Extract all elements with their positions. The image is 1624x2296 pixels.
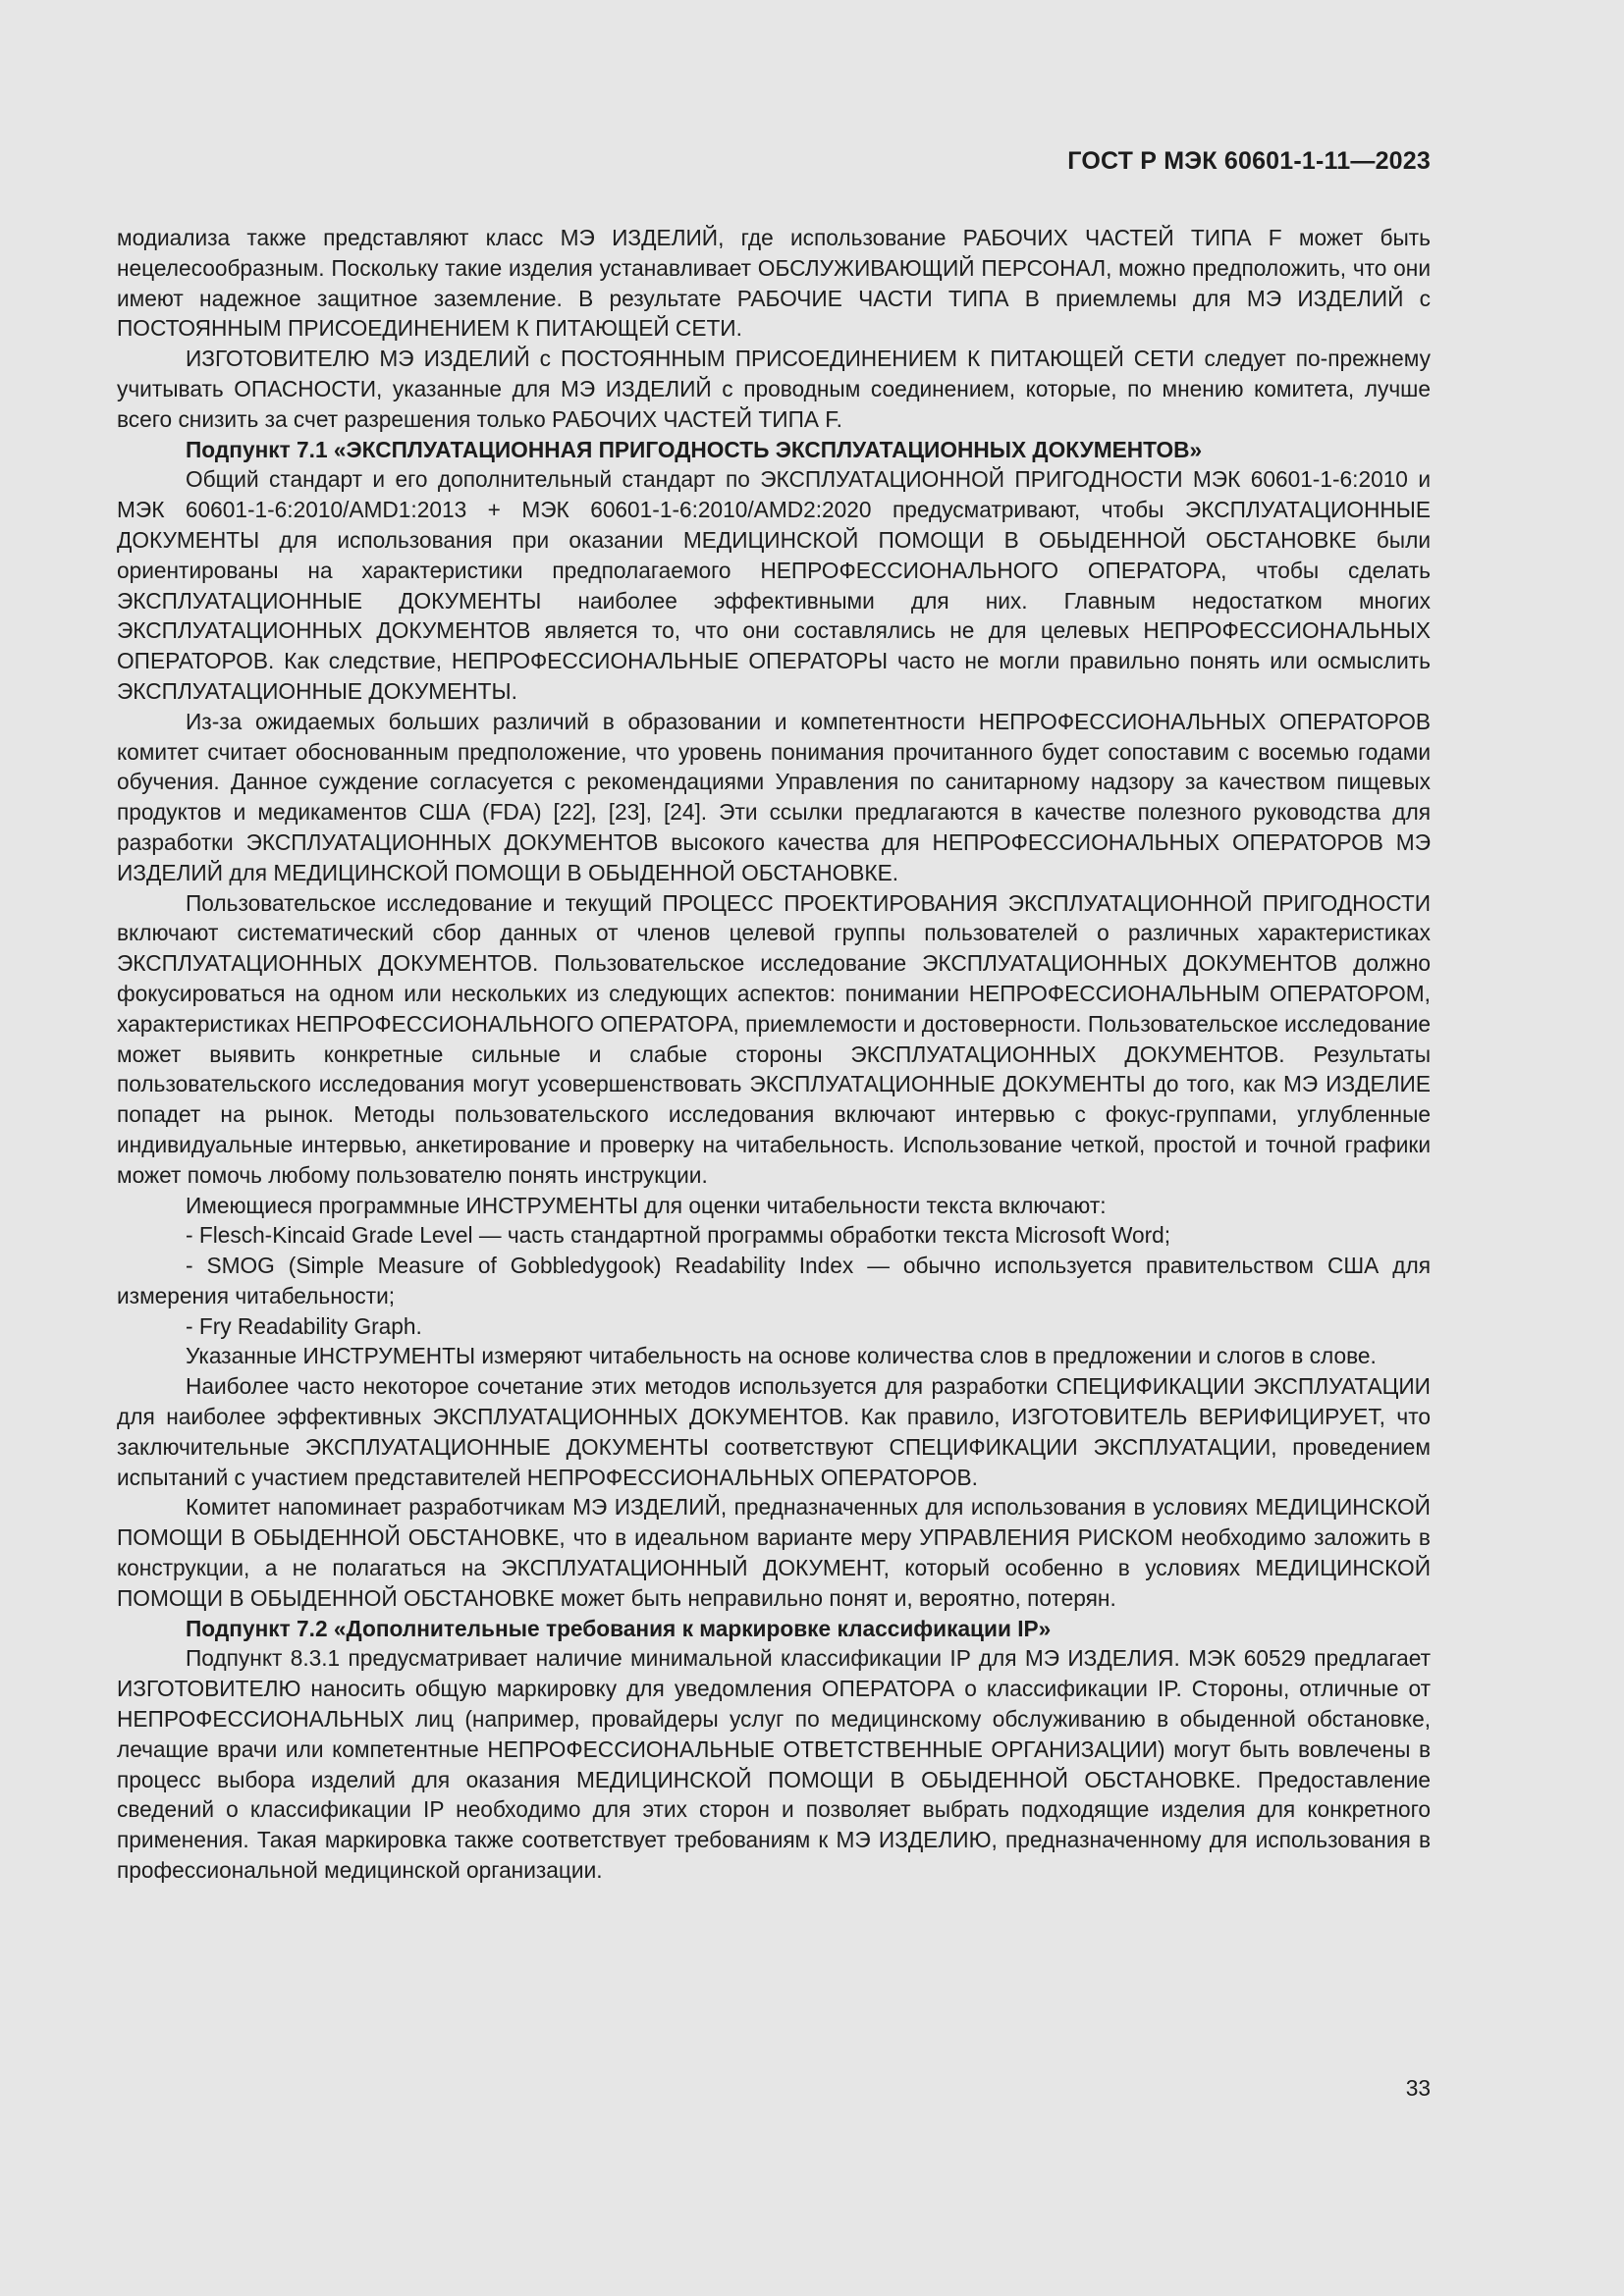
section-heading: Подпункт 7.1 «ЭКСПЛУАТАЦИОННАЯ ПРИГОДНОСТЬ ЭКСПЛУАТАЦИОННЫХ ДОКУМЕНТОВ» [186, 436, 1203, 462]
section-heading: Подпункт 7.2 «Дополнительные требования к маркировке классификации IP» [186, 1615, 1052, 1641]
paragraph: Наиболее часто некоторое сочетание этих методов используется для разработки СПЕЦИФИКАЦИИ ЭКСПЛУАТАЦИИ для наиболее эффективных ЭКСПЛУАТАЦИОННЫХ ДОКУМЕНТОВ. Как правило, ИЗГОТОВИТЕЛЬ ВЕРИФИЦИРУЕТ, что заключительные ЭКСПЛУАТАЦИОННЫЕ ДОКУМЕНТЫ соответствуют СПЕЦИФИКАЦИИ ЭКСПЛУАТАЦИИ, проведением испытаний с участием представителей НЕПРОФЕССИОНАЛЬНЫХ ОПЕРАТОРОВ. [117, 1373, 1431, 1490]
paragraph: Комитет напоминает разработчикам МЭ ИЗДЕЛИЙ, предназначенных для использования в условиях МЕДИЦИНСКОЙ ПОМОЩИ В ОБЫДЕННОЙ ОБСТАНОВКЕ, что в идеальном варианте меру УПРАВЛЕНИЯ РИСКОМ необходимо заложить в конструкции, а не полагаться на ЭКСПЛУАТАЦИОННЫЙ ДОКУМЕНТ, который особенно в условиях МЕДИЦИНСКОЙ ПОМОЩИ В ОБЫДЕННОЙ ОБСТАНОВКЕ может быть неправильно понят и, вероятно, потерян. [117, 1494, 1431, 1611]
paragraph: Общий стандарт и его дополнительный стандарт по ЭКСПЛУАТАЦИОННОЙ ПРИГОДНОСТИ МЭК 60601-1-6:2010 и МЭК 60601-1-6:2010/AMD1:2013 + МЭК 60601-1-6:2010/AMD2:2020 предусматривают, чтобы ЭКСПЛУАТАЦИОННЫЕ ДОКУМЕНТЫ для использования при оказании МЕДИЦИНСКОЙ ПОМОЩИ В ОБЫДЕННОЙ ОБСТАНОВКЕ были ориентированы на характеристики предполагаемого НЕПРОФЕССИОНАЛЬНОГО ОПЕРАТОРА, чтобы сделать ЭКСПЛУАТАЦИОННЫЕ ДОКУМЕНТЫ наиболее эффективными для них. Главным недостатком многих ЭКСПЛУАТАЦИОННЫХ ДОКУМЕНТОВ является то, что они составлялись не для целевых НЕПРОФЕССИОНАЛЬНЫХ ОПЕРАТОРОВ. Как следствие, НЕПРОФЕССИОНАЛЬНЫЕ ОПЕРАТОРЫ часто не могли правильно понять или осмыслить ЭКСПЛУАТАЦИОННЫЕ ДОКУМЕНТЫ. [117, 466, 1431, 704]
list-item: - SMOG (Simple Measure of Gobbledygook) Readability Index — обычно используется правительством США для измерения читабельности; [117, 1253, 1431, 1308]
paragraph: Пользовательское исследование и текущий ПРОЦЕСС ПРОЕКТИРОВАНИЯ ЭКСПЛУАТАЦИОННОЙ ПРИГОДНОСТИ включают систематический сбор данных от членов целевой группы пользователей о различных характеристиках ЭКСПЛУАТАЦИОННЫХ ДОКУМЕНТОВ. Пользовательское исследование ЭКСПЛУАТАЦИОННЫХ ДОКУМЕНТОВ должно фокусироваться на одном или нескольких из следующих аспектов: понимании НЕПРОФЕССИОНАЛЬНЫМ ОПЕРАТОРОМ, характеристиках НЕПРОФЕССИОНАЛЬНОГО ОПЕРАТОРА, приемлемости и достоверности. Пользовательское исследование может выявить конкретные сильные и слабые стороны ЭКСПЛУАТАЦИОННЫХ ДОКУМЕНТОВ. Результаты пользовательского исследования могут усовершенствовать ЭКСПЛУАТАЦИОННЫЕ ДОКУМЕНТЫ до того, как МЭ ИЗДЕЛИЕ попадет на рынок. Методы пользовательского исследования включают интервью с фокус-группами, углубленные индивидуальные интервью, анкетирование и проверку на читабельность. Использование четкой, простой и точной графики может помочь любому пользователю понять инструкции. [117, 889, 1431, 1188]
paragraph: модиализа также представляют класс МЭ ИЗДЕЛИЙ, где использование РАБОЧИХ ЧАСТЕЙ ТИПА F может быть нецелесообразным. Поскольку такие изделия устанавливает ОБСЛУЖИВАЮЩИЙ ПЕРСОНАЛ, можно предположить, что они имеют надежное защитное заземление. В результате РАБОЧИЕ ЧАСТИ ТИПА В приемлемы для МЭ ИЗДЕЛИЙ с ПОСТОЯННЫМ ПРИСОЕДИНЕНИЕМ К ПИТАЮЩЕЙ СЕТИ. [117, 225, 1431, 342]
paragraph: ИЗГОТОВИТЕЛЮ МЭ ИЗДЕЛИЙ с ПОСТОЯННЫМ ПРИСОЕДИНЕНИЕМ К ПИТАЮЩЕЙ СЕТИ следует по-прежнему учитывать ОПАСНОСТИ, указанные для МЭ ИЗДЕЛИЙ с проводным соединением, которые, по мнению комитета, лучше всего снизить за счет разрешения только РАБОЧИХ ЧАСТЕЙ ТИПА F. [117, 346, 1431, 432]
paragraph: Указанные ИНСТРУМЕНТЫ измеряют читабельность на основе количества слов в предложении и слогов в слове. [186, 1343, 1377, 1369]
document-body [117, 223, 1431, 1886]
paragraph: Имеющиеся программные ИНСТРУМЕНТЫ для оценки читабельности текста включают: [186, 1192, 1107, 1218]
list-item: - Fry Readability Graph. [186, 1312, 422, 1339]
paragraph: Из-за ожидаемых больших различий в образовании и компетентности НЕПРОФЕССИОНАЛЬНЫХ ОПЕРАТОРОВ комитет считает обоснованным предположение, что уровень понимания прочитанного будет сопоставим с восемью годами обучения. Данное суждение согласуется с рекомендациями Управления по санитарному надзору за качеством пищевых продуктов и медикаментов США (FDA) [22], [23], [24]. Эти ссылки предлагаются в качестве полезного руководства для разработки ЭКСПЛУАТАЦИОННЫХ ДОКУМЕНТОВ высокого качества для НЕПРОФЕССИОНАЛЬНЫХ ОПЕРАТОРОВ МЭ ИЗДЕЛИЙ для МЕДИЦИНСКОЙ ПОМОЩИ В ОБЫДЕННОЙ ОБСТАНОВКЕ. [117, 708, 1431, 885]
list-item: - Flesch-Kincaid Grade Level — часть стандартной программы обработки текста Microsoft Word; [186, 1222, 1171, 1249]
page-number: 33 [1405, 2075, 1431, 2101]
paragraph: Подпункт 8.3.1 предусматривает наличие минимальной классификации IP для МЭ ИЗДЕЛИЯ. МЭК 60529 предлагает ИЗГОТОВИТЕЛЮ наносить общую маркировку для уведомления ОПЕРАТОРА о классификации IP. Стороны, отличные от НЕПРОФЕССИОНАЛЬНЫХ лиц (например, провайдеры услуг по медицинскому обслуживанию в обыденной обстановке, лечащие врачи или компетентные НЕПРОФЕССИОНАЛЬНЫЕ ОТВЕТСТВЕННЫЕ ОРГАНИЗАЦИИ) могут быть вовлечены в процесс выбора изделий для оказания МЕДИЦИНСКОЙ ПОМОЩИ В ОБЫДЕННОЙ ОБСТАНОВКЕ. Предоставление сведений о классификации IP необходимо для этих сторон и позволяет выбрать подходящие изделия для конкретного применения. Такая маркировка также соответствует требованиям к МЭ ИЗДЕЛИЮ, предназначенному для использования в профессиональной медицинской организации. [117, 1645, 1431, 1884]
document-header: ГОСТ Р МЭК 60601-1-11—2023 [1067, 147, 1431, 175]
